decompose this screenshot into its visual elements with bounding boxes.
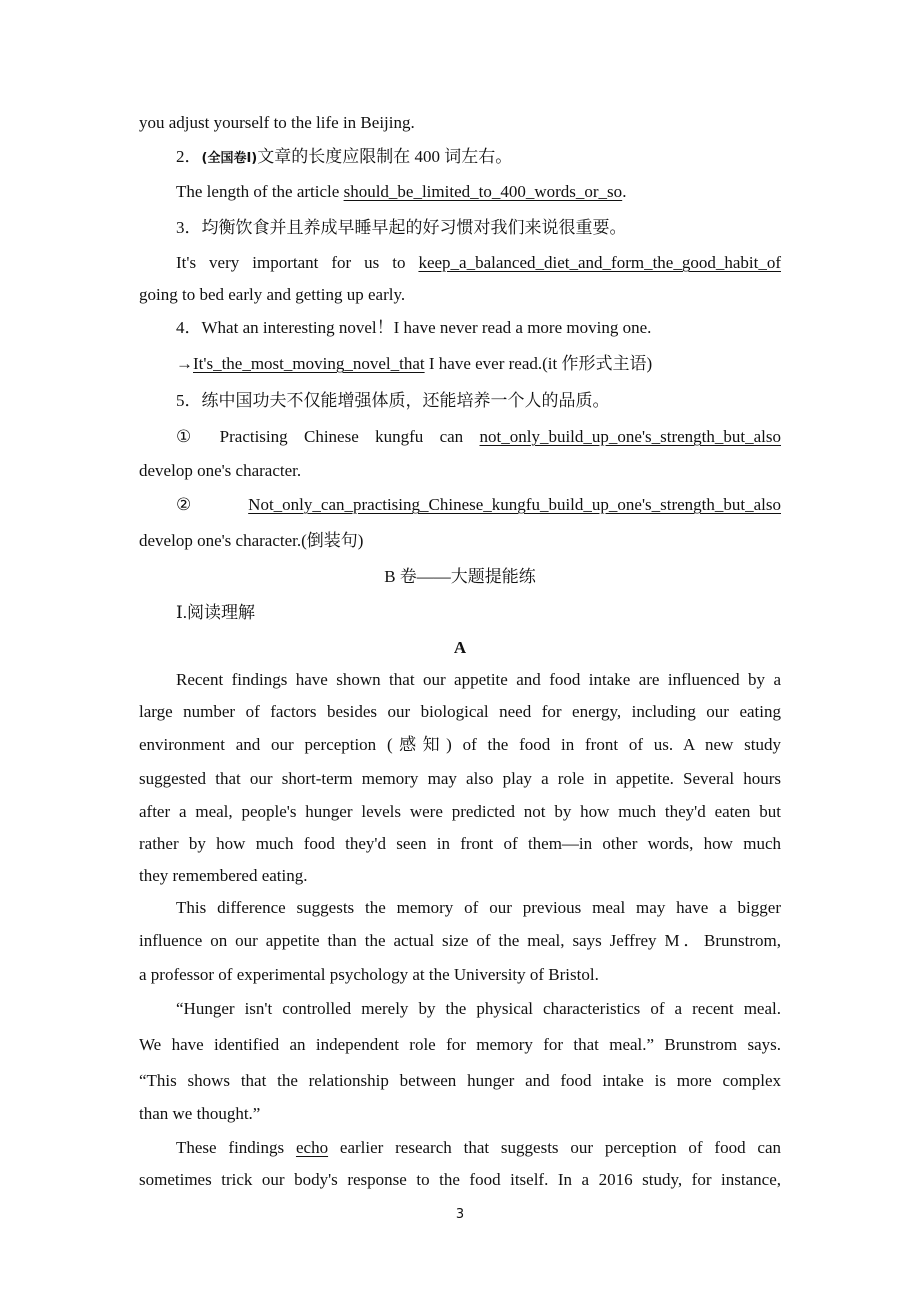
q4-answer: →It's_the_most_moving_novel_that I have ever read.(it 作形式主语) [176,354,653,373]
q5-answer2-line1 [176,494,781,516]
q4-prompt: 4．What an interesting novel！I have never read a more moving one. [176,318,652,337]
passage-p1-line: they remembered eating. [139,866,308,885]
passage-p3-line: than we thought.” [139,1104,261,1123]
q5-answer2-line2: develop one's character.(倒装句) [139,531,364,550]
passage-p3-line: “This shows that the relationship between hunger and food intake is more complex [139,1071,781,1090]
circled-two-marker: ② [176,495,218,514]
passage-p2-line: a professor of experimental psychology at the University of Bristol. [139,965,599,984]
passage-p3-line: “Hunger isn't controlled merely by the physical characteristics of a recent meal. [176,999,781,1018]
q5-fill-blank-2: Not_only_can_practising_Chinese_kungfu_build_up_one's_strength_but_also [248,495,781,514]
q2-prompt [176,146,781,170]
q2-fill-blank: should_be_limited_to_400_words_or_so [343,182,623,201]
circled-one-marker: ① [176,427,204,446]
passage-p4-line1: These findings echo earlier research that suggests our perception of food can [176,1138,781,1157]
passage-p2-line: influence on our appetite than the actual size of the meal, says Jeffrey M．Brunstrom, [139,931,781,950]
page-number: 3 [455,1207,465,1222]
vocab-word-echo: echo [295,1138,329,1157]
q2-answer: The length of the article should_be_limited_to_400_words_or_so. [176,182,627,201]
q2-source: (全国卷Ⅰ) [201,151,258,166]
section-b-title: B 卷——大题提能练 [384,567,536,586]
passage-p3-line: We have identified an independent role for memory for that meal.” Brunstrom says. [139,1035,781,1054]
passage-p1-line: Recent findings have shown that our appetite and food intake are influenced by a [176,670,781,689]
q3-prompt: 3．均衡饮食并且养成早睡早起的好习惯对我们来说很重要。 [176,218,627,237]
passage-p1-line: after a meal, people's hunger levels were predicted not by how much they'd eaten but [139,802,781,821]
q5-prompt: 5．练中国功夫不仅能增强体质，还能培养一个人的品质。 [176,391,610,410]
passage-label: A [453,638,467,657]
passage-p1-line: large number of factors besides our biological need for energy, including our eating [139,702,781,721]
q2-number: 2． [176,147,202,166]
q3-fill-blank: keep_a_balanced_diet_and_form_the_good_habit_of [418,253,781,272]
passage-p4-line2: sometimes trick our body's response to the food itself. In a 2016 study, for instance, [139,1170,781,1189]
q5-answer1-line2: develop one's character. [139,461,302,480]
q4-fill-blank: It's_the_most_moving_novel_that [193,354,425,373]
passage-p1-line: rather by how much food they'd seen in front of them—in other words, how much [139,834,781,853]
arrow-icon: → [176,354,193,373]
q3-answer-line1: It's very important for us to keep_a_balanced_diet_and_form_the_good_habit_of [176,253,781,272]
q5-answer1-line1: ① Practising Chinese kungfu can not_only_build_up_one's_strength_but_also [176,427,781,446]
q5-fill-blank-1: not_only_build_up_one's_strength_but_also [479,427,781,446]
passage-p2-line: This difference suggests the memory of our previous meal may have a bigger [176,898,781,917]
q3-answer-line2: going to bed early and getting up early. [139,285,406,304]
part-heading: Ⅰ.阅读理解 [176,603,255,622]
q1-tail: you adjust yourself to the life in Beijing. [139,113,415,132]
q2-chinese: 文章的长度应限制在 400 词左右。 [257,147,513,166]
passage-p1-line: suggested that our short-term memory may also play a role in appetite. Several hours [139,769,781,788]
passage-p1-line: environment and our perception (感知) of the food in front of us. A new study [139,735,781,754]
